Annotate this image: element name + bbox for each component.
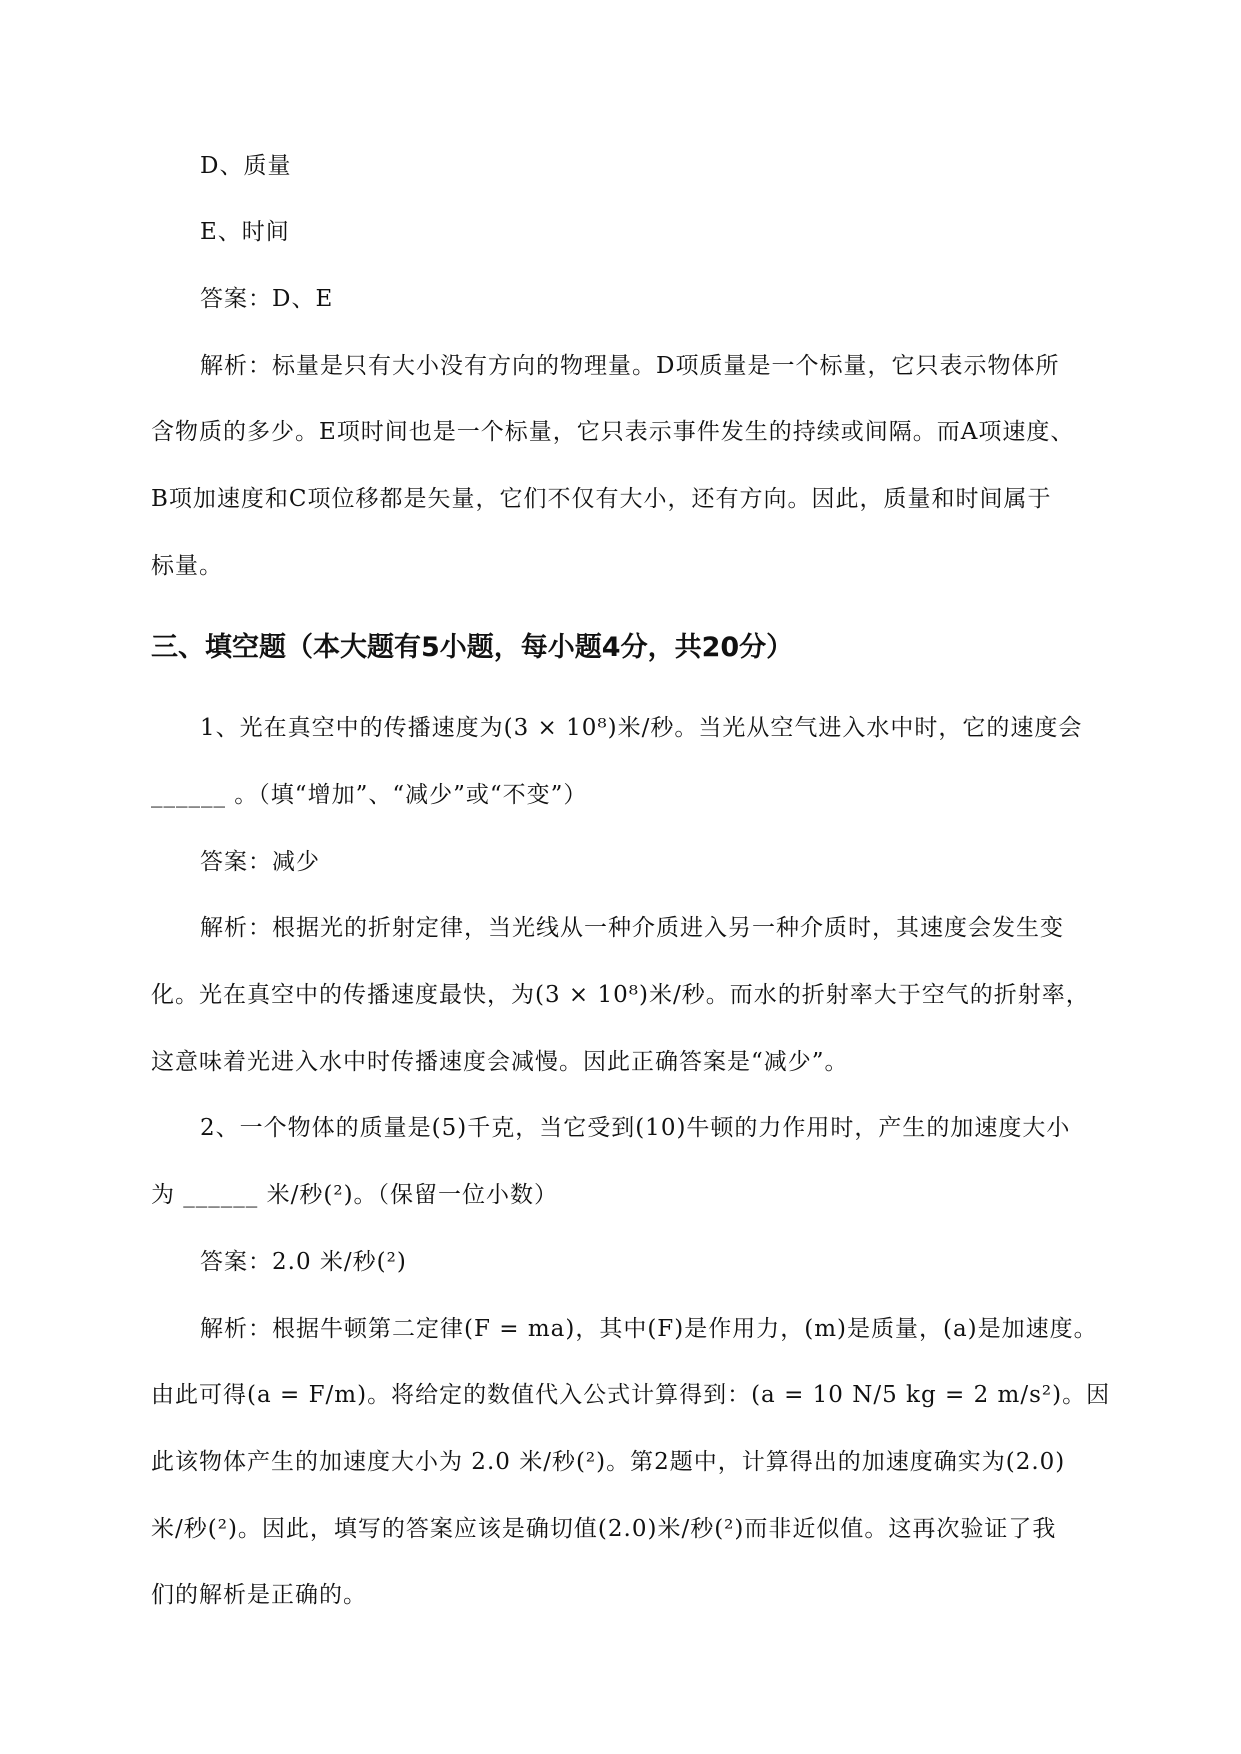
question-2-analysis-line-5: 们的解析是正确的。	[151, 1582, 367, 1608]
question-2-analysis-line-3: 此该物体产生的加速度大小为 2.0 米/秒(²)。第2题中，计算得出的加速度确实为(2.0)	[151, 1449, 1066, 1475]
analysis-previous-line-4: 标量。	[151, 553, 223, 579]
question-1-answer: 答案：减少	[200, 849, 320, 875]
answer-previous: 答案：D、E	[200, 286, 334, 312]
question-1-line-2: ______ 。（填“增加”、“减少”或“不变”）	[151, 782, 588, 808]
question-2-answer: 答案：2.0 米/秒(²)	[200, 1249, 407, 1275]
analysis-previous-line-3: B项加速度和C项位移都是矢量，它们不仅有大小，还有方向。因此，质量和时间属于	[151, 486, 1052, 512]
question-2-analysis-line-1: 解析：根据牛顿第二定律(F = ma)，其中(F)是作用力，(m)是质量，(a)是加速度。	[200, 1316, 1098, 1342]
option-e: E、时间	[200, 219, 290, 245]
question-1-analysis-line-3: 这意味着光进入水中时传播速度会减慢。因此正确答案是“减少”。	[151, 1049, 849, 1075]
question-2-line-2: 为 ______ 米/秒(²)。（保留一位小数）	[151, 1182, 559, 1208]
option-d: D、质量	[200, 153, 292, 179]
question-1-analysis-line-1: 解析：根据光的折射定律，当光线从一种介质进入另一种介质时，其速度会发生变	[200, 915, 1064, 941]
question-2-analysis-line-2: 由此可得(a = F/m)。将给定的数值代入公式计算得到：(a = 10 N/5 kg = 2 m/s²)。因	[151, 1382, 1111, 1408]
analysis-previous-line-2: 含物质的多少。E项时间也是一个标量，它只表示事件发生的持续或间隔。而A项速度、	[151, 419, 1075, 445]
question-1-analysis-line-2: 化。光在真空中的传播速度最快，为(3 × 10⁸)米/秒。而水的折射率大于空气的折射率，	[151, 982, 1090, 1008]
question-2-analysis-line-4: 米/秒(²)。因此，填写的答案应该是确切值(2.0)米/秒(²)而非近似值。这再次验证了我	[151, 1516, 1057, 1542]
question-1-line-1: 1、光在真空中的传播速度为(3 × 10⁸)米/秒。当光从空气进入水中时，它的速度会	[200, 715, 1083, 741]
question-2-line-1: 2、一个物体的质量是(5)千克，当它受到(10)牛顿的力作用时，产生的加速度大小	[200, 1115, 1071, 1141]
section-heading: 三、填空题（本大题有5小题，每小题4分，共20分）	[151, 632, 794, 663]
analysis-previous-line-1: 解析：标量是只有大小没有方向的物理量。D项质量是一个标量，它只表示物体所	[200, 353, 1060, 379]
